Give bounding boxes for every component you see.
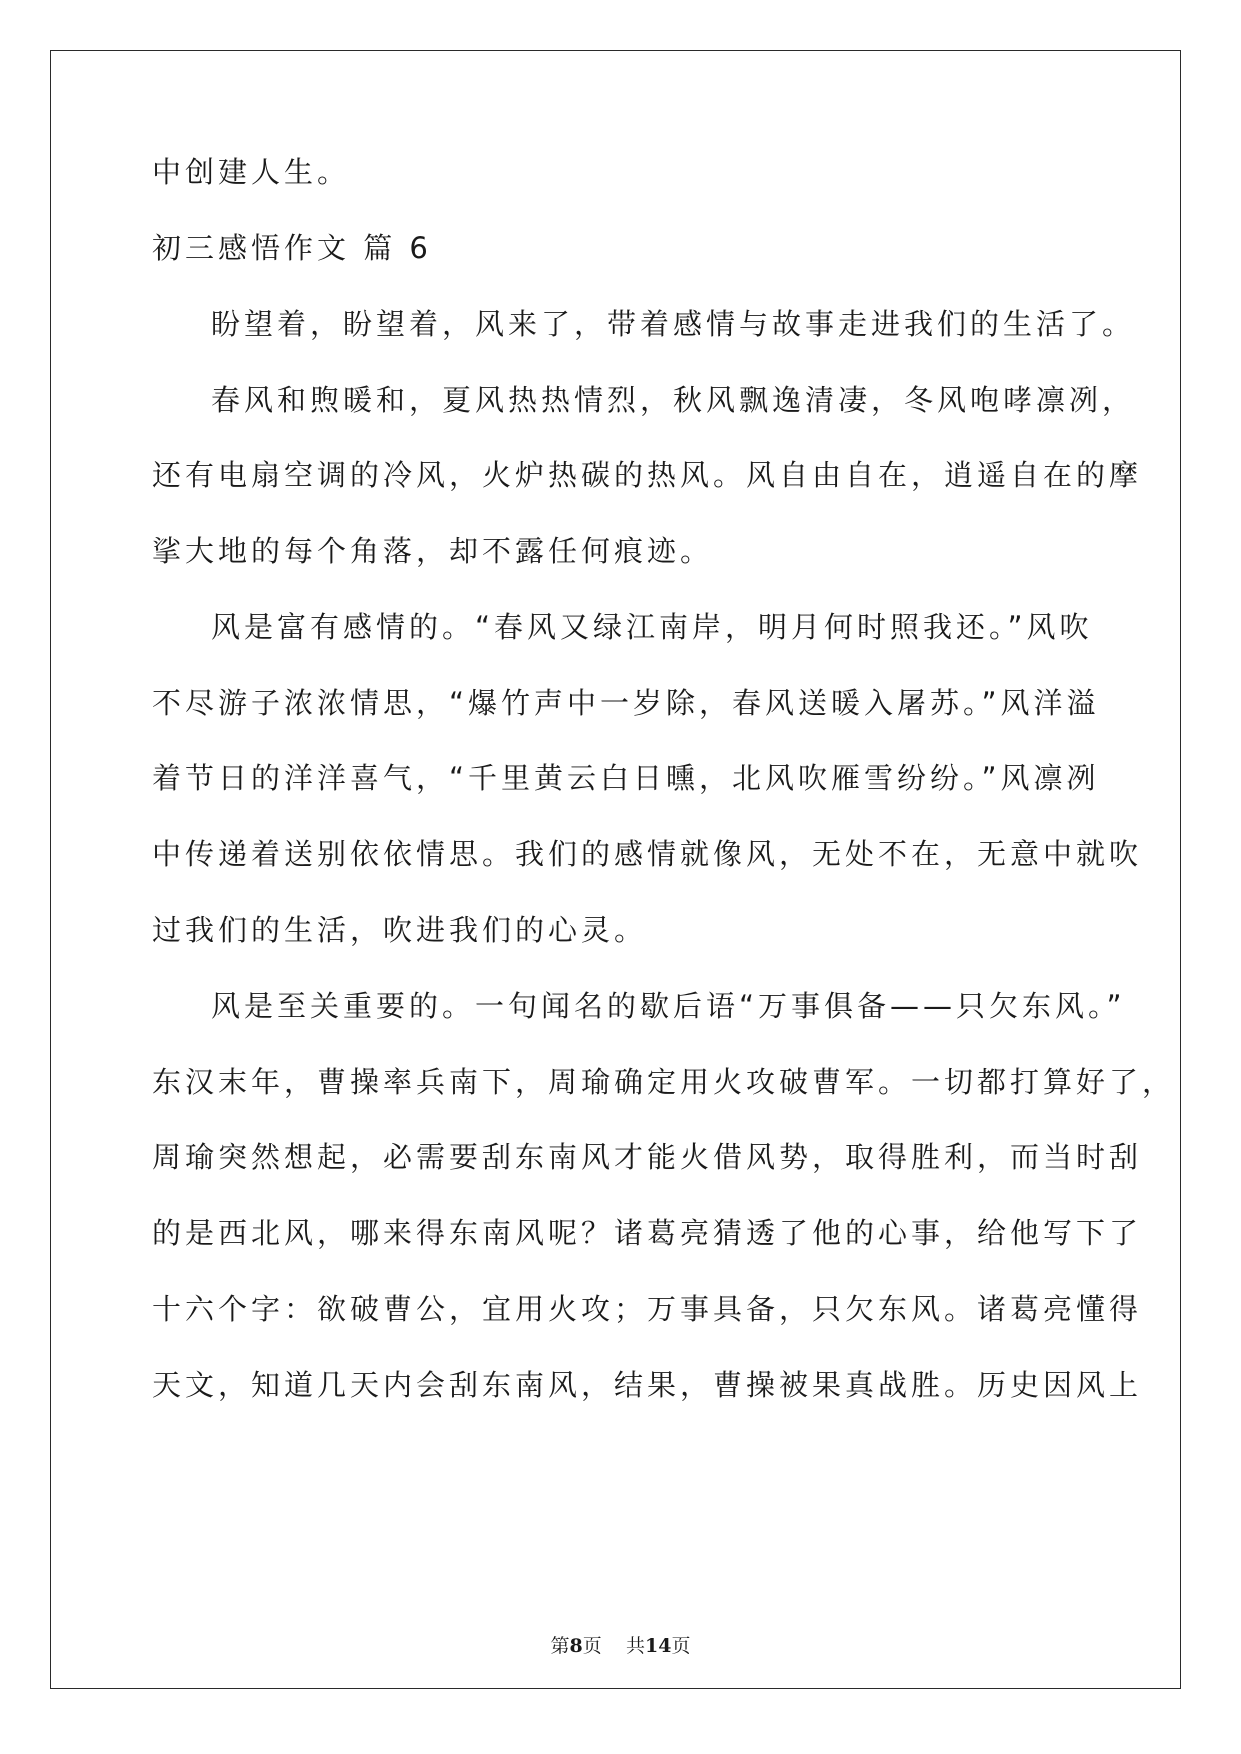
total-suffix: 页	[671, 1635, 691, 1657]
text-line: 不尽游子浓浓情思，“爆竹声中一岁除，春风送暖入屠苏。”风洋溢	[152, 686, 1100, 720]
section-heading: 初三感悟作文 篇 6	[152, 231, 432, 265]
text-line: 盼望着，盼望着，风来了，带着感情与故事走进我们的生活了。	[211, 307, 1136, 341]
text-line: 风是富有感情的。“春风又绿江南岸，明月何时照我还。”风吹	[211, 610, 1093, 644]
text-line: 过我们的生活，吹进我们的心灵。	[152, 913, 648, 947]
text-line: 的是西北风，哪来得东南风呢？诸葛亮猜透了他的心事，给他写下了	[152, 1216, 1143, 1250]
page-suffix: 页	[582, 1635, 602, 1657]
page-number: 8	[569, 1635, 583, 1657]
text-line: 东汉末年，曹操率兵南下，周瑜确定用火攻破曹军。一切都打算好了，	[152, 1065, 1176, 1099]
text-line: 风是至关重要的。一句闻名的歇后语“万事俱备——只欠东风。”	[211, 989, 1126, 1023]
text-line: 还有电扇空调的冷风，火炉热碳的热风。风自由自在，逍遥自在的摩	[152, 458, 1143, 492]
total-pages: 14	[644, 1635, 672, 1657]
text-line: 十六个字：欲破曹公，宜用火攻；万事具备，只欠东风。诸葛亮懂得	[152, 1292, 1143, 1326]
text-line: 春风和煦暖和，夏风热热情烈，秋风飘逸清凄，冬风咆哮凛冽，	[211, 383, 1136, 417]
text-line: 挲大地的每个角落，却不露任何痕迹。	[152, 534, 714, 568]
text-line: 天文，知道几天内会刮东南风，结果，曹操被果真战胜。历史因风上	[152, 1368, 1143, 1402]
page-footer	[0, 1634, 1241, 1658]
text-line: 周瑜突然想起，必需要刮东南风才能火借风势，取得胜利，而当时刮	[152, 1140, 1143, 1174]
text-line: 中创建人生。	[152, 155, 351, 189]
page-prefix: 第	[550, 1635, 570, 1657]
text-line: 着节日的洋洋喜气，“千里黄云白日曛，北风吹雁雪纷纷。”风凛冽	[152, 761, 1100, 795]
total-prefix: 共	[625, 1635, 645, 1657]
text-line: 中传递着送别依依情思。我们的感情就像风，无处不在，无意中就吹	[152, 837, 1143, 871]
